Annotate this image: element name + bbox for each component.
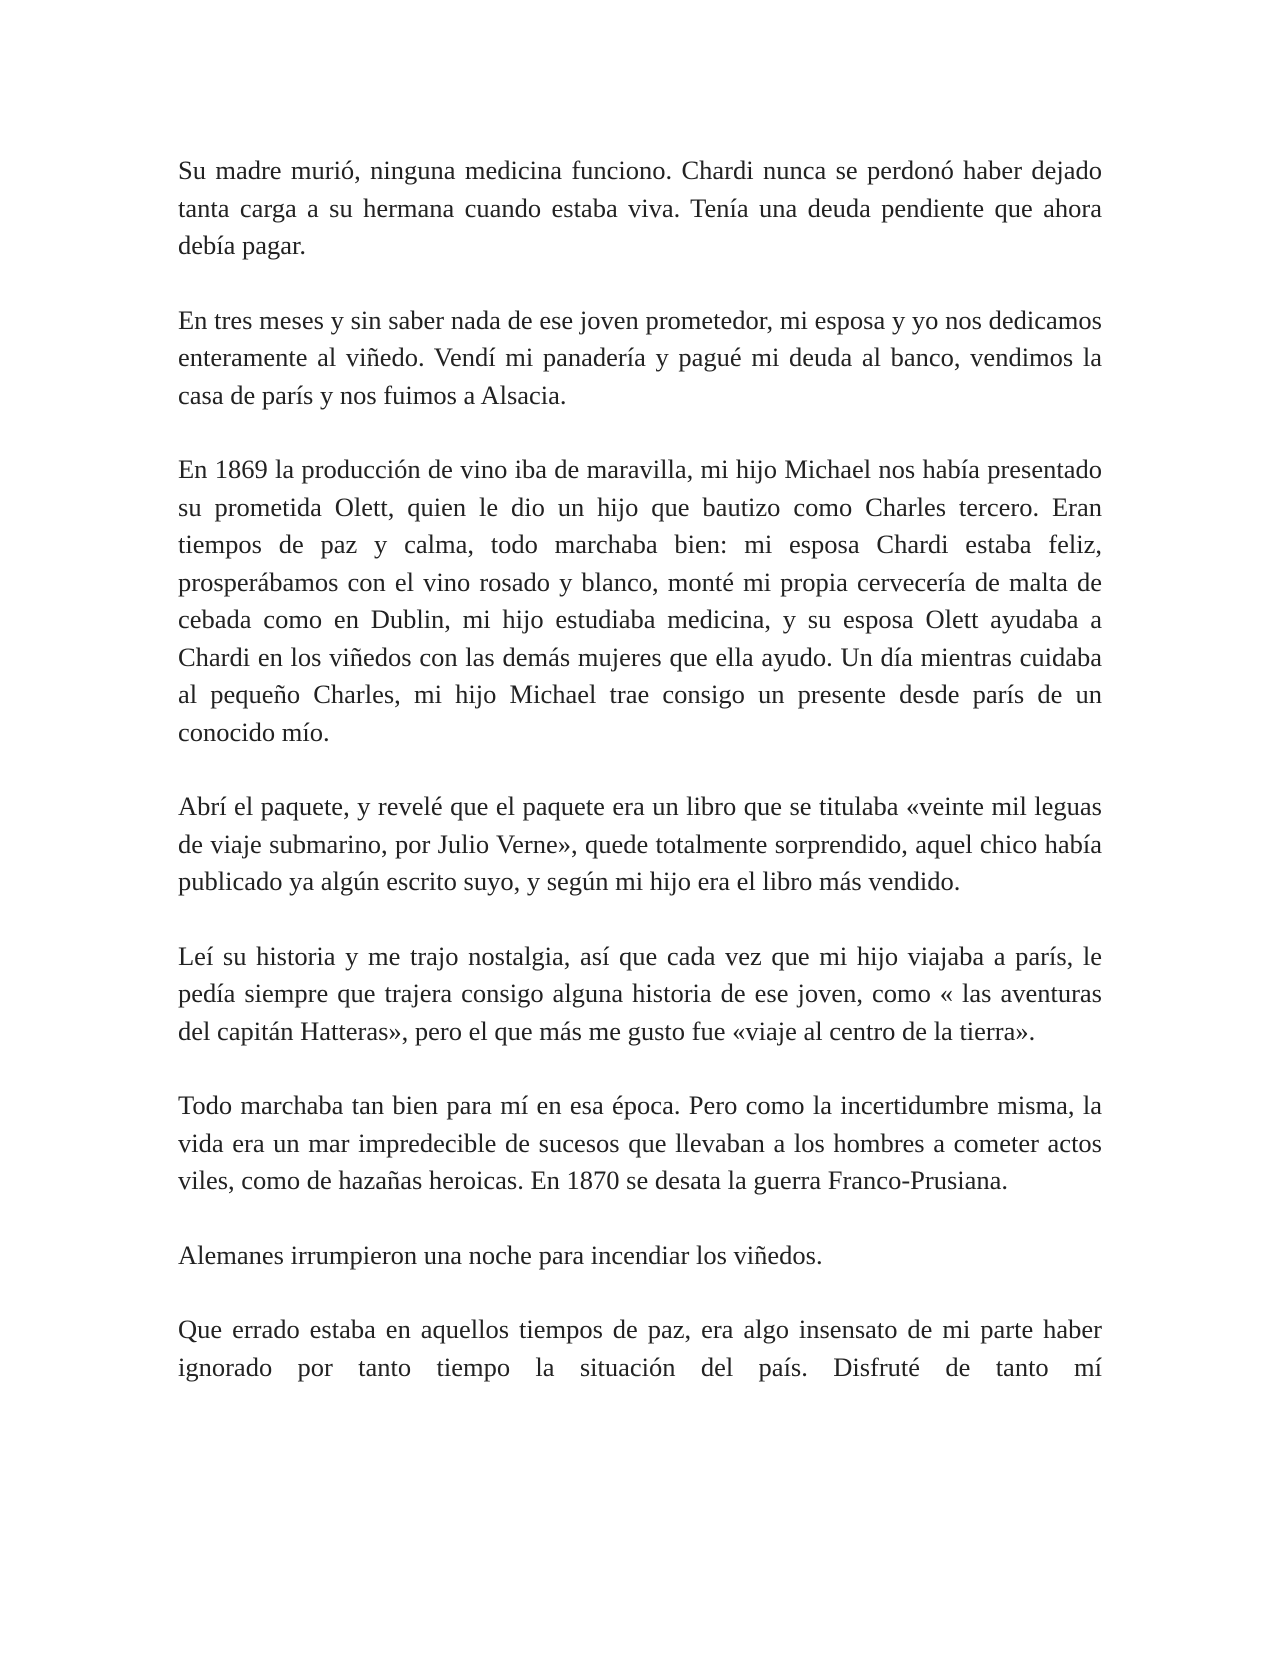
paragraph: Alemanes irrumpieron una noche para incendiar los viñedos. <box>178 1239 823 1270</box>
body-text <box>178 152 1102 1386</box>
paragraph: En 1869 la producción de vino iba de maravilla, mi hijo Michael nos había presentado su prometida Olett, quien le dio un hijo que bautizo como Charles tercero. Eran tiempos de paz y calma, todo marchaba bien: mi esposa Chardi estaba feliz, prosperábamos con el vino rosado y blanco, monté mi propia cervecería de malta de cebada como en Dublin, mi hijo estudiaba medicina, y su esposa Olett ayudaba a Chardi en los viñedos con las demás mujeres que ella ayudo. Un día mientras cuidaba al pequeño Charles, mi hijo Michael trae consigo un presente desde parís de un conocido mío. <box>178 454 1102 747</box>
paragraph: Que errado estaba en aquellos tiempos de paz, era algo insensato de mi parte haber ignorado por tanto tiempo la situación del país. Disfruté de tanto mí <box>178 1314 1102 1382</box>
paragraph: Leí su historia y me trajo nostalgia, así que cada vez que mi hijo viajaba a parís, le pedía siempre que trajera consigo alguna historia de ese joven, como « las aventuras del capitán Hatteras», pero el que más me gusto fue «viaje al centro de la tierra». <box>178 940 1102 1046</box>
paragraph: En tres meses y sin saber nada de ese joven prometedor, mi esposa y yo nos dedicamos enteramente al viñedo. Vendí mi panadería y pagué mi deuda al banco, vendimos la casa de parís y nos fuimos a Alsacia. <box>178 304 1102 410</box>
paragraph: Abrí el paquete, y revelé que el paquete era un libro que se titulaba «veinte mil leguas de viaje submarino, por Julio Verne», quede totalmente sorprendido, aquel chico había publicado ya algún escrito suyo, y según mi hijo era el libro más vendido. <box>178 791 1102 896</box>
paragraph: Todo marchaba tan bien para mí en esa época. Pero como la incertidumbre misma, la vida era un mar impredecible de sucesos que llevaban a los hombres a cometer actos viles, como de hazañas heroicas. En 1870 se desata la guerra Franco-Prusiana. <box>178 1090 1102 1195</box>
paragraph: Su madre murió, ninguna medicina funciono. Chardi nunca se perdonó haber dejado tanta carga a su hermana cuando estaba viva. Tenía una deuda pendiente que ahora debía pagar. <box>178 155 1102 260</box>
